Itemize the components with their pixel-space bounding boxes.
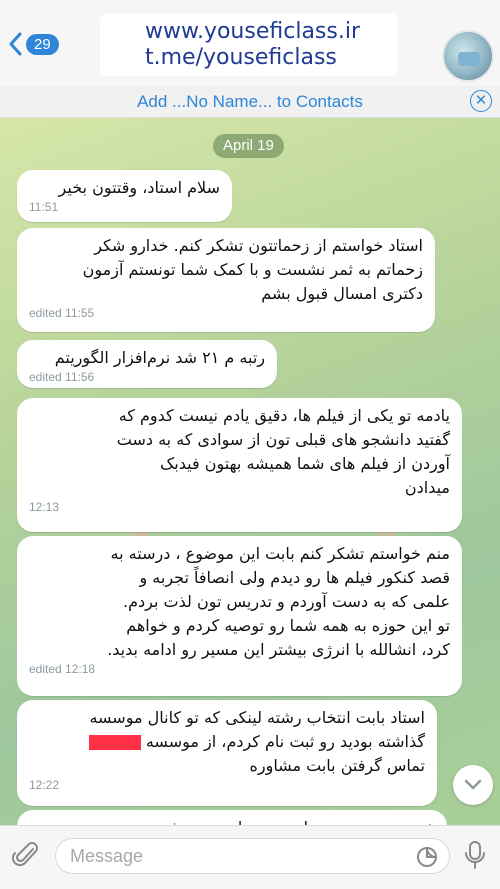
watermark-website: www.youseficlass.ir	[145, 19, 360, 44]
message-text: استاد خواستم از زحماتتون تشکر کنم. خدارو شکر زحماتم به ثمر نشست و با کمک شما تونستم آزمون دکتری امسال قبول بشم	[82, 236, 423, 303]
scroll-down-button[interactable]	[453, 765, 493, 805]
chat-header	[0, 0, 500, 86]
chevron-left-icon	[8, 32, 22, 56]
message-input[interactable]	[70, 839, 400, 873]
unread-count-badge: 29	[26, 34, 59, 55]
contact-avatar[interactable]	[442, 30, 494, 82]
date-separator: April 19	[213, 134, 284, 158]
message-bubble[interactable]	[17, 340, 277, 388]
message-input-wrapper	[55, 838, 450, 874]
message-bubble[interactable]	[17, 228, 435, 332]
close-icon[interactable]: ✕	[470, 90, 492, 112]
chevron-down-icon	[464, 779, 482, 791]
message-time: 12:13	[29, 500, 60, 514]
microphone-icon	[464, 840, 486, 870]
message-bubble[interactable]	[17, 398, 462, 532]
message-text: رتبه م ۲۱ شد نرم‌افزار الگوریتم	[54, 348, 265, 367]
message-text-part: استاد بابت انتخاب رشته لینکی که تو کانال موسسه گذاشته بودید رو ثبت نام کردم، از موسسه	[89, 708, 425, 751]
voice-button[interactable]	[464, 840, 486, 874]
message-composer	[0, 825, 500, 889]
sticker-button[interactable]	[415, 845, 439, 873]
attach-button[interactable]	[14, 840, 40, 874]
message-text-part: تماس گرفتن بابت مشاوره	[249, 756, 425, 775]
message-time: 11:51	[29, 200, 59, 214]
watermark-telegram: t.me/youseficlass	[145, 45, 337, 70]
back-button[interactable]	[8, 32, 59, 56]
message-bubble[interactable]	[17, 170, 232, 222]
paperclip-icon	[14, 840, 40, 870]
message-bubble[interactable]	[17, 700, 437, 806]
message-time: 12:22	[29, 778, 60, 792]
message-time: edited 11:56	[29, 370, 95, 384]
message-list[interactable]	[0, 118, 500, 825]
message-time: edited 11:55	[29, 306, 95, 320]
add-to-contacts-link[interactable]: Add ...No Name... to Contacts	[137, 92, 363, 111]
message-time: edited 12:18	[29, 662, 96, 676]
redacted-block	[89, 735, 141, 750]
message-text: منم خواستم تشکر کنم بابت این موضوع ، درسته به قصد کنکور فیلم ها رو دیدم ولی انصافاً تجربه و علمی که به دست آوردم و تدریس تون لذت بردم. تو این حوزه به همه شما رو توصیه کردم و خواهم کرد، انشالله با انرژی بیشتر این مسیر رو ادامه بدید.	[107, 544, 450, 659]
add-contact-bar	[0, 86, 500, 118]
message-text: سلام استاد، وقتتون بخیر	[58, 178, 220, 197]
message-text	[29, 706, 425, 778]
sticker-icon	[415, 845, 439, 869]
message-bubble[interactable]	[17, 536, 462, 696]
message-text: یادمه تو یکی از فیلم ها، دقیق یادم نیست کدوم که گفتید دانشجو های قبلی تون از سوادی که به دست آوردن از فیلم های شما همیشه بهتون فیدبک میدادن	[116, 406, 450, 497]
